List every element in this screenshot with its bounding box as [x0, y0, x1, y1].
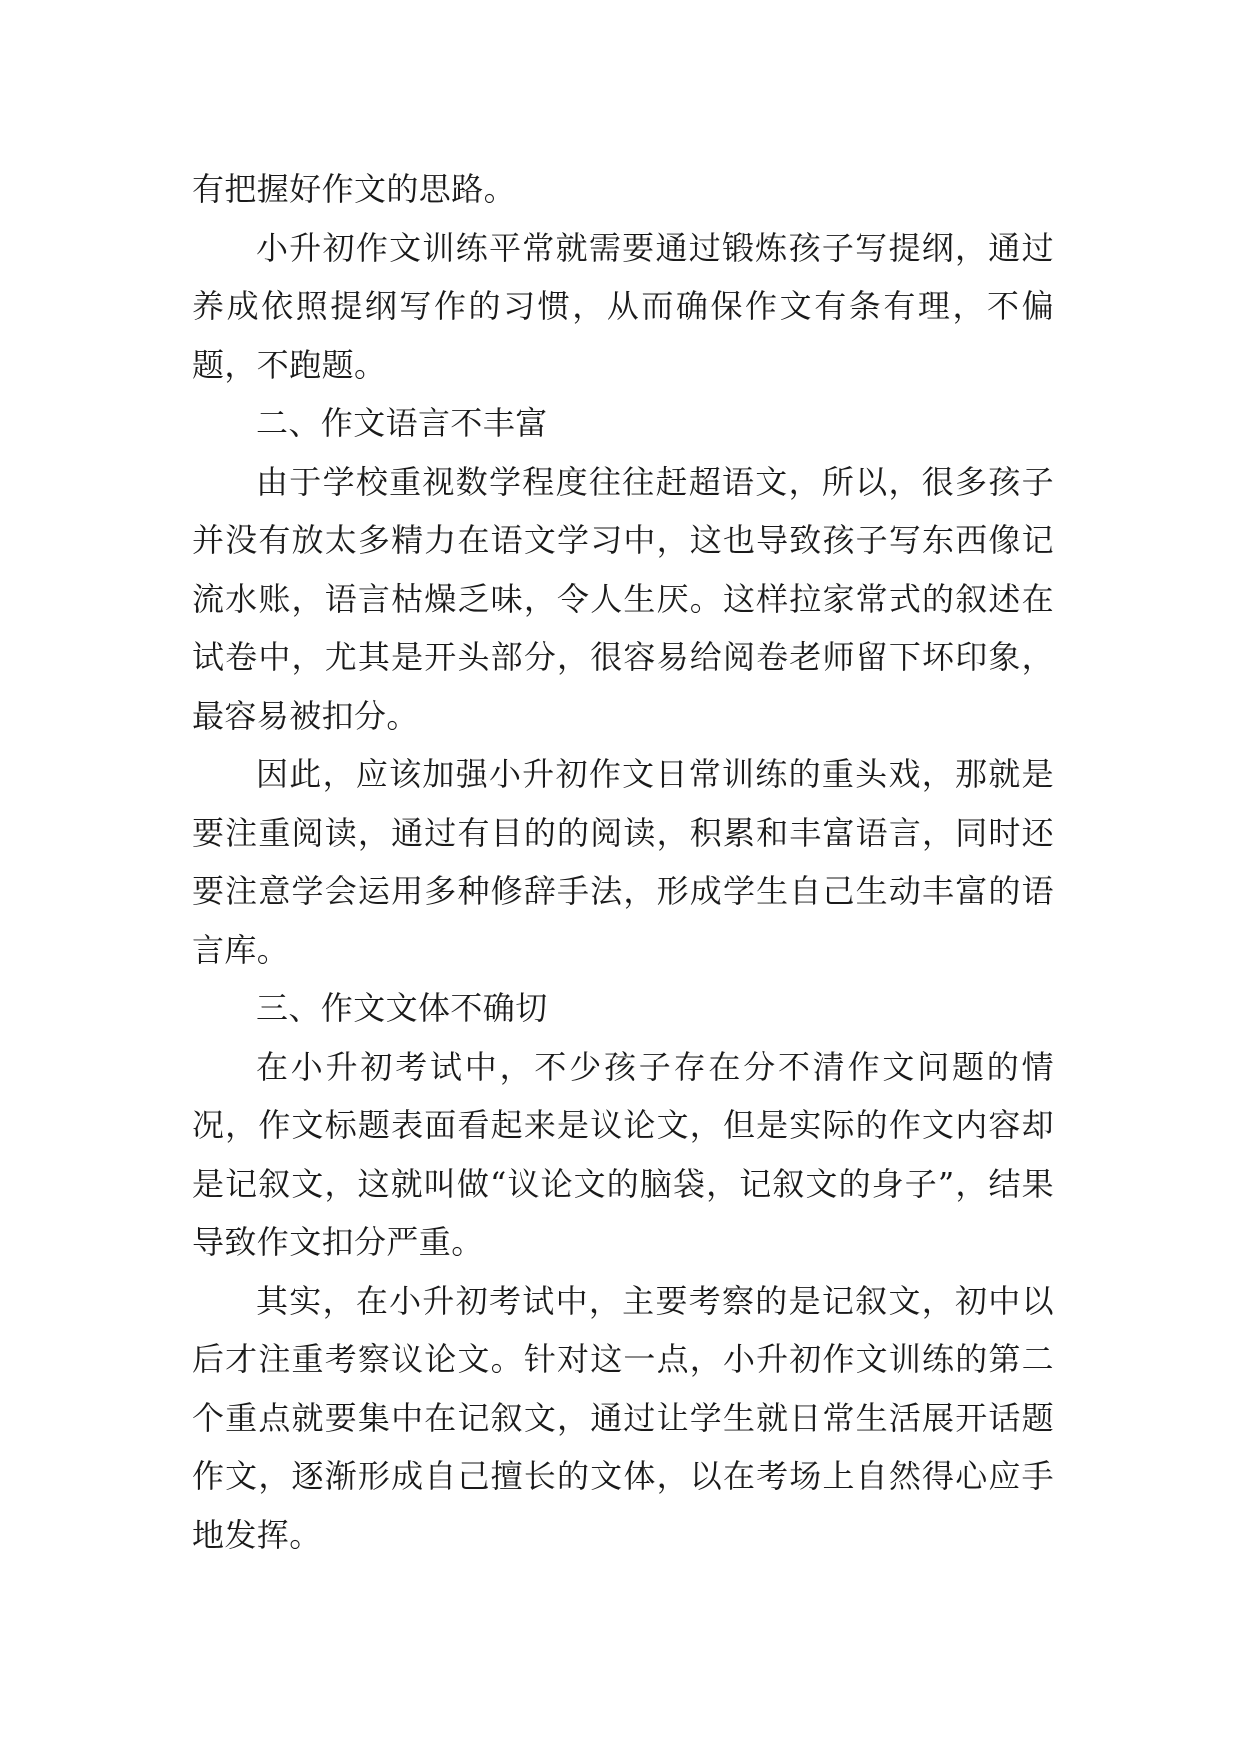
section-heading-2: 二、作文语言不丰富 — [256, 404, 548, 442]
paragraph-outline-training: 小升初作文训练平常就需要通过锻炼孩子写提纲，通过养成依照提纲写作的习惯，从而确保作文有条有理，不偏题，不跑题。 — [192, 228, 1054, 384]
section-heading-3: 三、作文文体不确切 — [256, 989, 548, 1027]
paragraph-narrative-focus: 其实，在小升初考试中，主要考察的是记叙文，初中以后才注重考察议论文。针对这一点，小升初作文训练的第二个重点就要集中在记叙文，通过让学生就日常生活展开话题作文，逐渐形成自己擅长的文体，以在考场上自然得心应手地发挥。 — [192, 1281, 1054, 1554]
document-page — [192, 160, 1054, 1564]
paragraph-language-problem: 由于学校重视数学程度往往赶超语文，所以，很多孩子并没有放太多精力在语文学习中，这也导致孩子写东西像记流水账，语言枯燥乏味，令人生厌。这样拉家常式的叙述在试卷中，尤其是开头部分，很容易给阅卷老师留下坏印象，最容易被扣分。 — [192, 462, 1054, 735]
paragraph-reading-advice: 因此，应该加强小升初作文日常训练的重头戏，那就是要注重阅读，通过有目的的阅读，积累和丰富语言，同时还要注意学会运用多种修辞手法，形成学生自己生动丰富的语言库。 — [192, 755, 1054, 969]
paragraph-continuation: 有把握好作文的思路。 — [192, 170, 517, 208]
paragraph-genre-confusion: 在小升初考试中，不少孩子存在分不清作文问题的情况，作文标题表面看起来是议论文，但是实际的作文内容却是记叙文，这就叫做“议论文的脑袋，记叙文的身子”，结果导致作文扣分严重。 — [192, 1047, 1054, 1261]
